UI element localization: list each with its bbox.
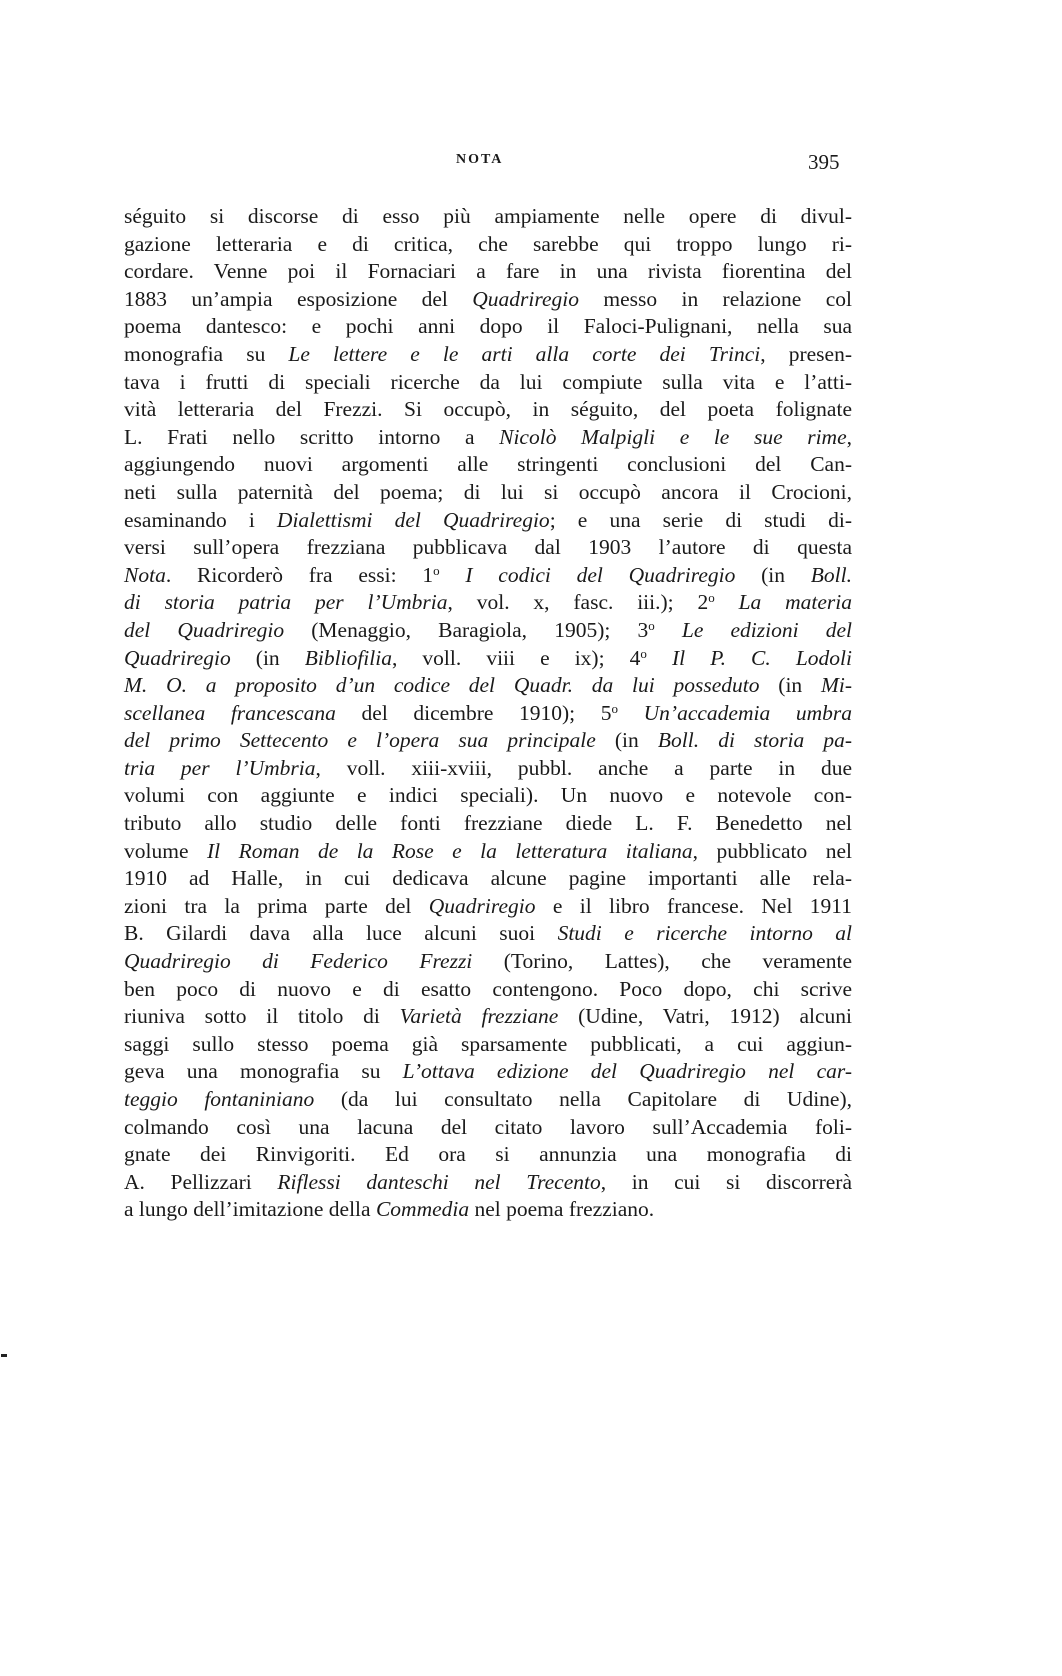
text-run — [715, 590, 739, 614]
italic-title: del Quadriregio — [124, 617, 285, 642]
italic-title: Quadriregio — [428, 893, 536, 918]
italic-title: scellanea francescana — [124, 700, 336, 725]
italic-title: Quadriregio di Federico Frezzi — [124, 949, 473, 974]
ordinal-mark: o — [611, 700, 619, 716]
running-title: NOTA — [456, 152, 504, 167]
text-run: e il libro francese. Nel 1911 — [535, 893, 852, 918]
ordinal-mark: o — [640, 645, 647, 661]
italic-title: teggio fontaniniano — [124, 1087, 315, 1111]
italic-title: Quadriregio — [124, 645, 231, 670]
italic-title: Boll. di storia pa- — [657, 728, 852, 753]
text-run — [618, 701, 644, 725]
text-run: volume — [124, 838, 207, 863]
body-text — [124, 203, 852, 1224]
italic-title: L’ottava edizione del Quadriregio nel car- — [402, 1059, 852, 1084]
text-line — [124, 507, 852, 535]
text-run: (in — [230, 645, 305, 670]
text-run: riuniva sotto il titolo di — [124, 1004, 400, 1029]
text-run: versi sull’opera frezziana pubblicava dal 1903 l’autore di questa — [124, 535, 852, 560]
text-run: (in — [759, 673, 821, 698]
running-head — [0, 150, 1062, 174]
text-line — [124, 1003, 852, 1031]
italic-title: Il Roman de la Rose e la letteratura italiana — [206, 838, 693, 863]
text-line — [124, 810, 852, 838]
text-run: esaminando i — [124, 507, 277, 532]
text-run — [440, 563, 466, 587]
text-run: , presen- — [760, 341, 852, 366]
text-line — [124, 1196, 852, 1224]
text-run: , — [846, 424, 852, 449]
text-line — [124, 893, 852, 921]
text-run: B. Gilardi dava alla luce alcuni suoi — [124, 921, 558, 946]
text-run: L. Frati nello scritto intorno a — [124, 424, 500, 449]
text-line — [124, 534, 852, 562]
italic-title: La materia — [738, 590, 853, 615]
margin-mark — [1, 1354, 7, 1357]
text-line — [124, 396, 852, 424]
text-line — [124, 1058, 852, 1086]
text-run: 1883 un’ampia esposizione del — [124, 286, 473, 311]
italic-title: Il P. C. Lodoli — [672, 645, 852, 670]
text-line — [124, 976, 852, 1004]
text-line — [124, 755, 852, 783]
italic-title: Commedia — [375, 1197, 470, 1222]
text-line — [124, 727, 852, 755]
text-run: volumi con aggiunte e indici speciali). Un nuovo e notevole con- — [124, 783, 852, 808]
italic-title: tria per l’Umbria — [124, 755, 316, 780]
text-run: messo in relazione col — [578, 286, 852, 311]
text-line — [124, 1086, 852, 1114]
italic-title: del primo Settecento e l’opera sua principale — [124, 728, 596, 753]
text-line — [124, 1169, 852, 1197]
text-line — [124, 672, 852, 700]
text-line — [124, 782, 852, 810]
text-run: colmando così una lacuna del citato lavoro sull’Accademia foli- — [124, 1114, 852, 1139]
text-line — [124, 369, 852, 397]
text-run: ; e una serie di studi di- — [549, 507, 852, 532]
italic-title: Le edizioni del — [681, 617, 852, 642]
text-run — [655, 618, 682, 642]
text-run: (Menaggio, Baragiola, 1905); 3 — [284, 617, 649, 642]
text-run: gazione letteraria e di critica, che sarebbe qui troppo lungo ri- — [124, 231, 852, 256]
italic-title: Nota — [124, 562, 166, 587]
italic-title: Quadriregio — [472, 286, 579, 311]
text-run: monografia su — [124, 341, 289, 366]
page-number: 395 — [808, 150, 840, 174]
text-line — [124, 645, 852, 673]
text-run: tava i frutti di speciali ricerche da lui compiute sulla vita e l’atti- — [124, 369, 852, 394]
text-run: séguito si discorse di esso più ampiamente nelle opere di divul- — [124, 204, 852, 228]
text-line — [124, 865, 852, 893]
text-line — [124, 617, 852, 645]
text-line — [124, 231, 852, 259]
text-line — [124, 479, 852, 507]
italic-title: di storia patria per l’Umbria — [124, 590, 448, 615]
italic-title: Studi e ricerche intorno al — [557, 921, 852, 946]
text-line — [124, 451, 852, 479]
text-line — [124, 948, 852, 976]
text-line — [124, 313, 852, 341]
text-run: nel poema frezziano. — [469, 1197, 655, 1222]
text-line — [124, 1114, 852, 1142]
text-line — [124, 341, 852, 369]
text-line — [124, 562, 852, 590]
italic-title: Riflessi danteschi nel Trecento — [277, 1169, 601, 1194]
ordinal-mark: o — [708, 590, 715, 606]
text-run — [647, 646, 672, 670]
text-run: . Ricorderò fra essi: 1 — [165, 562, 434, 587]
text-line — [124, 700, 852, 728]
italic-title: Boll. — [810, 562, 853, 587]
text-run: (Udine, Vatri, 1912) alcuni — [558, 1004, 852, 1029]
text-run: (da lui consultato nella Capitolare di Udine), — [314, 1087, 853, 1111]
text-run: cordare. Venne poi il Fornaciari a fare in una rivista fiorentina del — [124, 259, 852, 284]
italic-title: Un’accademia umbra — [643, 700, 852, 725]
text-line — [124, 589, 852, 617]
text-run: saggi sullo stesso poema già sparsamente pubblicati, a cui aggiun- — [124, 1031, 852, 1056]
text-run: neti sulla paternità del poema; di lui si occupò ancora il Crocioni, — [124, 479, 852, 504]
text-run: A. Pellizzari — [124, 1169, 278, 1194]
italic-title: Dialettismi del Quadriregio — [276, 507, 550, 532]
text-run: vità letteraria del Frezzi. Si occupò, in séguito, del poeta folignate — [124, 397, 852, 422]
text-run: del dicembre 1910); 5 — [335, 700, 612, 725]
ordinal-mark: o — [648, 617, 655, 633]
text-run: gnate dei Rinvigoriti. Ed ora si annunzia una monografia di — [124, 1142, 852, 1167]
text-line — [124, 1031, 852, 1059]
text-run: , vol. x, fasc. iii.); 2 — [447, 590, 709, 615]
text-line — [124, 920, 852, 948]
text-line — [124, 1141, 852, 1169]
text-run: poema dantesco: e pochi anni dopo il Faloci-Pulignani, nella sua — [124, 314, 852, 339]
ordinal-mark: o — [433, 562, 440, 578]
italic-title: M. O. a proposito d’un codice del Quadr. da lui posseduto — [124, 673, 760, 698]
text-run: ben poco di nuovo e di esatto contengono. Poco dopo, chi scrive — [124, 976, 852, 1001]
text-run: aggiungendo nuovi argomenti alle stringenti conclusioni del Can- — [124, 452, 852, 477]
text-run: 1910 ad Halle, in cui dedicava alcune pagine importanti alle rela- — [124, 866, 852, 891]
italic-title: Varietà frezziane — [399, 1004, 559, 1029]
text-run: a lungo dell’imitazione della — [124, 1197, 376, 1222]
text-run: (in — [735, 562, 811, 587]
italic-title: Mi- — [820, 673, 852, 698]
text-line — [124, 838, 852, 866]
text-run: geva una monografia su — [124, 1059, 403, 1084]
italic-title: Bibliofilia — [304, 645, 392, 670]
text-run: , voll. viii e ix); 4 — [391, 645, 641, 670]
italic-title: I codici del Quadriregio — [465, 562, 736, 587]
text-run: (Torino, Lattes), che veramente — [472, 949, 852, 974]
text-run: , in cui si discorrerà — [600, 1169, 852, 1194]
text-line — [124, 286, 852, 314]
text-run: , voll. xiii-xviii, pubbl. anche a parte in due — [315, 755, 852, 780]
italic-title: Nicolò Malpigli e le sue rime — [499, 424, 847, 449]
text-line — [124, 258, 852, 286]
text-run: , pubblicato nel — [692, 838, 852, 863]
text-line — [124, 424, 852, 452]
text-run: (in — [595, 728, 658, 753]
text-run: tributo allo studio delle fonti frezziane diede L. F. Benedetto nel — [124, 811, 852, 836]
italic-title: Le lettere e le arti alla corte dei Trinci — [288, 341, 761, 366]
text-line — [124, 203, 852, 231]
text-run: zioni tra la prima parte del — [124, 893, 429, 918]
